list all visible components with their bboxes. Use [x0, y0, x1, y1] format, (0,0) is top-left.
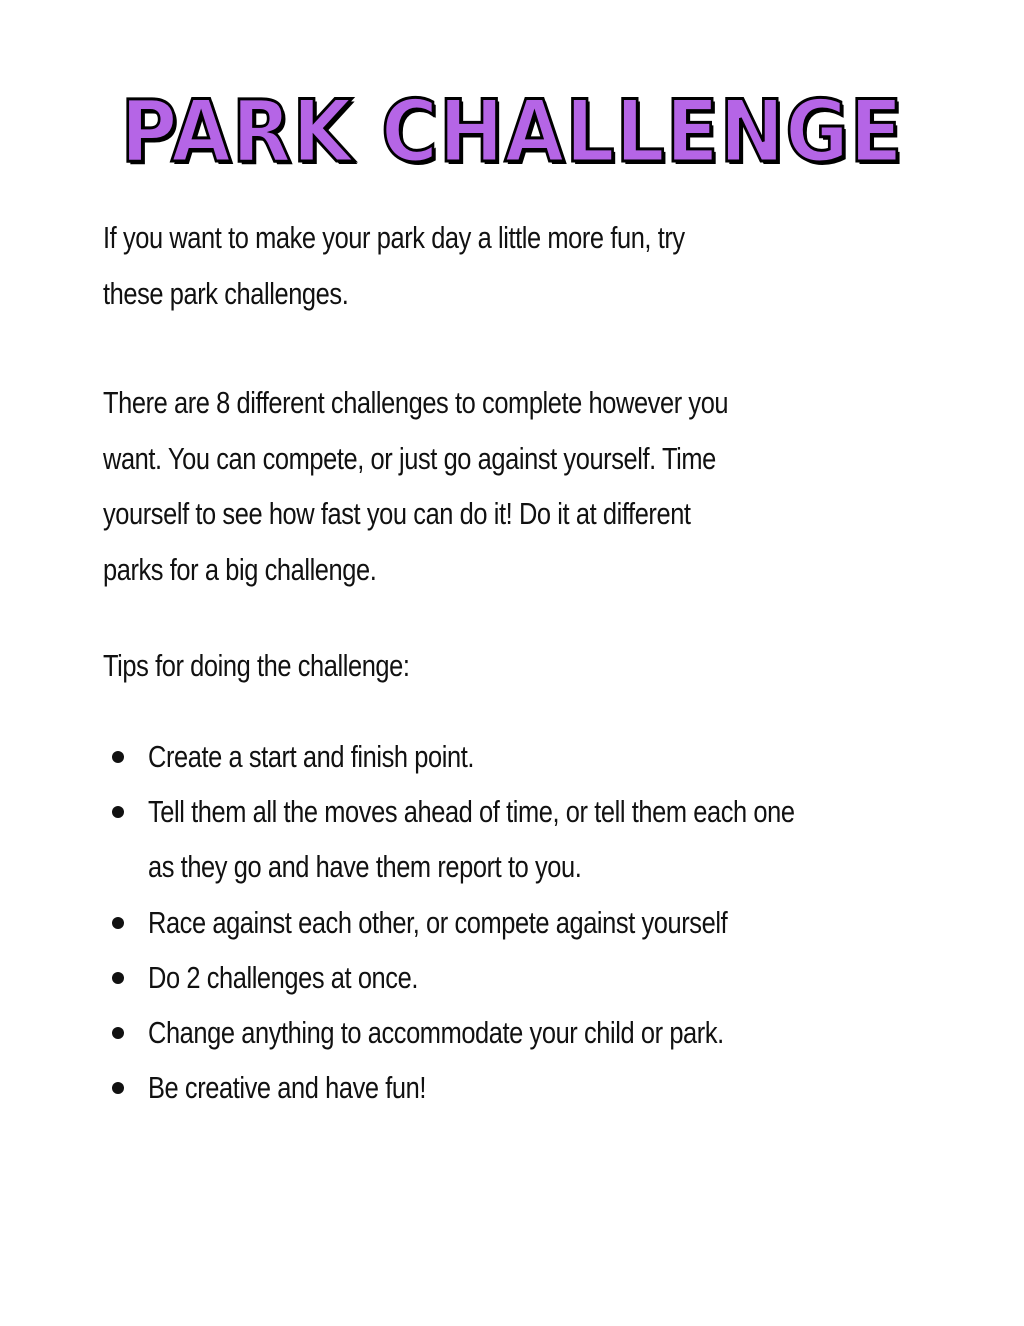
body-line-3: yourself to see how fast you can do it! Do it at different: [103, 496, 691, 531]
bullet-icon: [112, 1027, 124, 1039]
tip-text: Create a start and finish point.: [148, 739, 475, 774]
list-item: [103, 784, 973, 894]
bullet-icon: [112, 1082, 124, 1094]
bullet-icon: [112, 806, 124, 818]
tip-text: Race against each other, or compete against yourself: [148, 904, 728, 940]
list-item: [103, 729, 973, 784]
intro-paragraph: [103, 210, 841, 321]
body-line-2: want. You can compete, or just go against yourself. Time: [103, 440, 716, 476]
body-line-1: There are 8 different challenges to complete however you: [103, 385, 729, 420]
bullet-icon: [112, 917, 124, 929]
list-item: [103, 1060, 973, 1115]
list-item: [103, 950, 973, 1005]
body-paragraph: [103, 375, 841, 597]
tip-text: Do 2 challenges at once.: [148, 959, 418, 995]
body-line-4: parks for a big challenge.: [103, 551, 377, 587]
tips-heading: Tips for doing the challenge:: [103, 648, 410, 683]
list-item: [103, 1005, 973, 1060]
intro-line-2: these park challenges.: [103, 275, 349, 311]
tip-text: Be creative and have fun!: [148, 1070, 427, 1106]
page-title: PARK CHALLENGE: [120, 82, 904, 182]
tip-text: Change anything to accommodate your child or park.: [148, 1015, 724, 1051]
content-area: [103, 210, 963, 1106]
bullet-icon: [112, 751, 124, 763]
list-item: [103, 895, 973, 950]
intro-line-1: If you want to make your park day a little more fun, try: [103, 220, 685, 255]
tips-list: [103, 729, 973, 1115]
bullet-icon: [112, 972, 124, 984]
tip-text: Tell them all the moves ahead of time, or tell them each one as they go and have them report to you.: [148, 794, 795, 885]
